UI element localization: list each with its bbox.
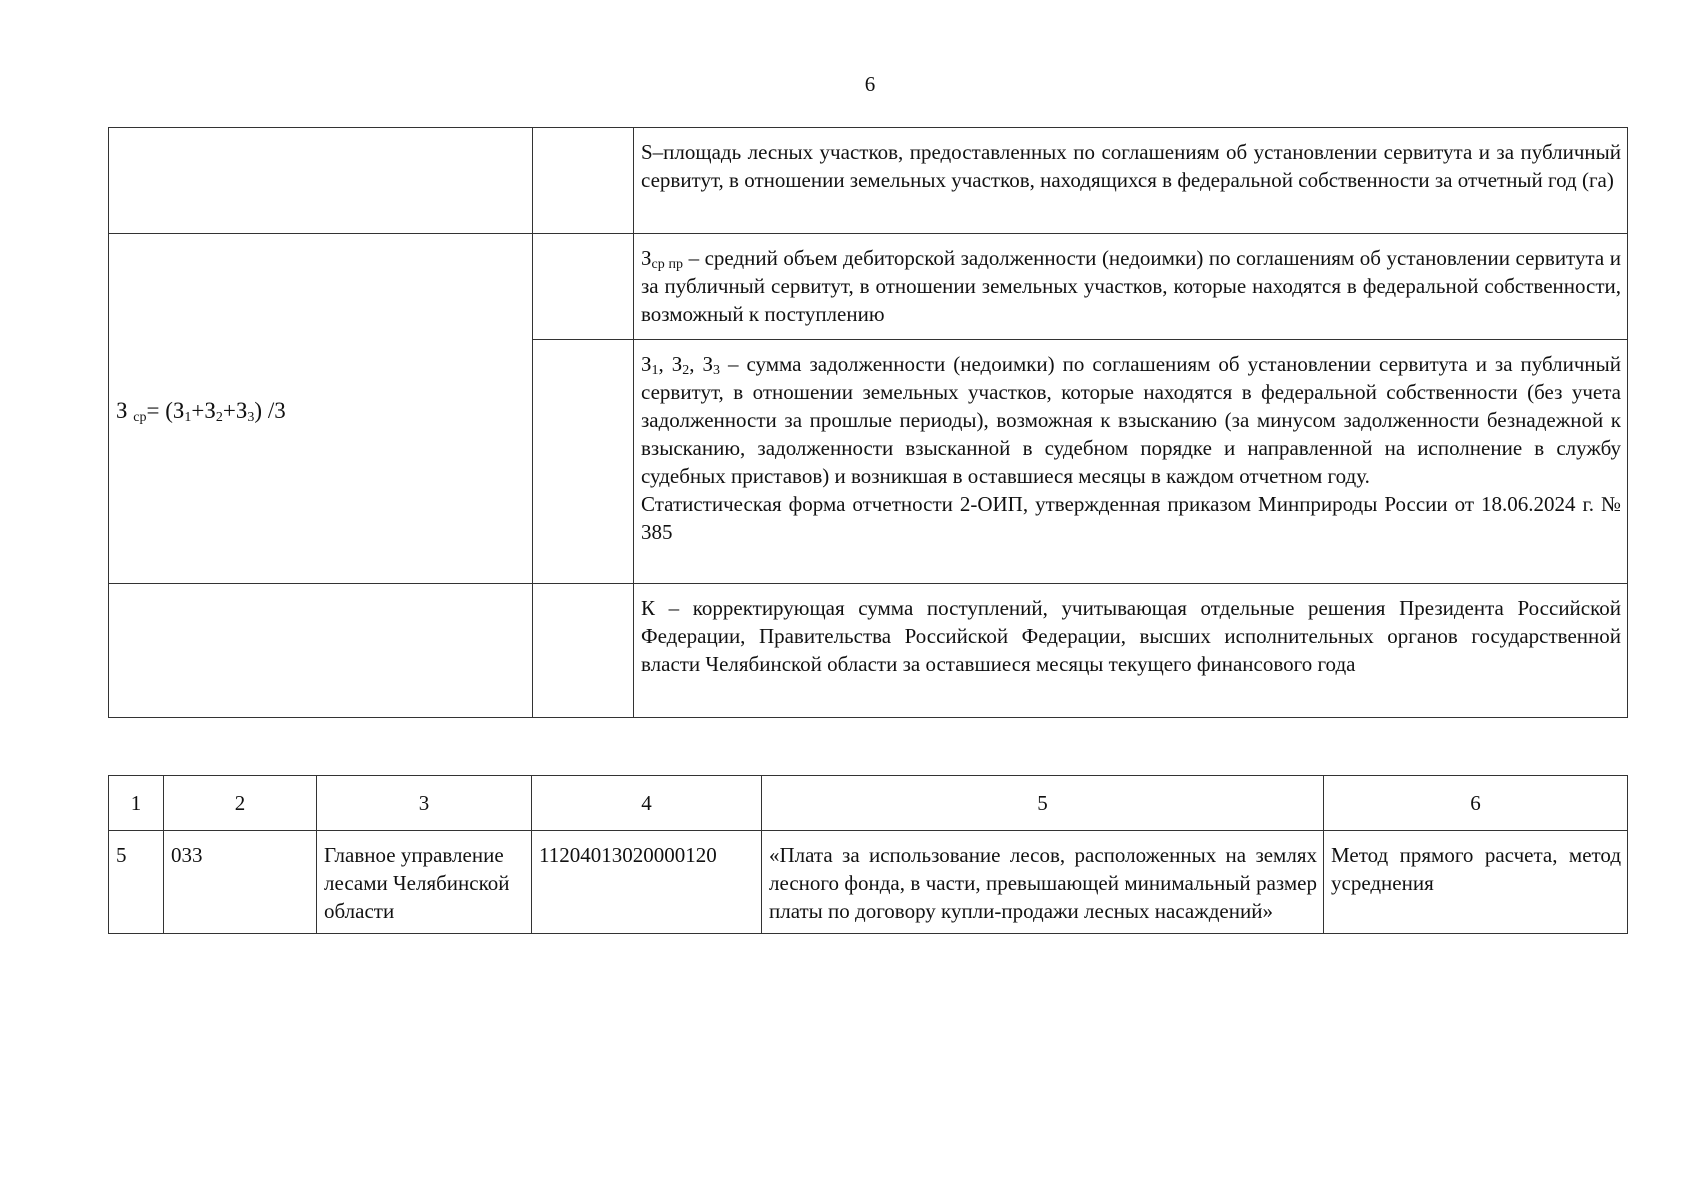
column-header: 2: [164, 776, 317, 831]
formula-cell-empty: [109, 584, 533, 718]
column-header: 6: [1324, 776, 1628, 831]
spacer-cell: [533, 234, 634, 340]
spacer-cell: [533, 128, 634, 234]
page-number: 6: [864, 72, 876, 96]
description-z1-z2-z3: $З_1$, $З_2$, $З_3$ – сумма задолженности (недоимки) по соглашениям об установлении сервитута и за публичный сервитут, в отношении земельных участков, которые находятся в федеральной собственности (без учета задолженности за прошлые периоды), возможная к взысканию (за минусом задолженности безнадежной к взысканию, задолженности взысканной в судебном порядке и направленной на исполнение в службу судебных приставов) и возникшая в оставшиеся месяцы в каждом отчетном году. Статистическая форма отчетности 2-ОИП, утвержденная приказом Минприроды России от 18.06.2024 г. № 385: [634, 340, 1628, 584]
formula-z-average: З $_{ср}= (З_1+З_2+З_3)$ /3: [109, 234, 533, 584]
row-number: 5: [109, 831, 164, 934]
table-row: [109, 128, 1628, 234]
column-header: 3: [317, 776, 532, 831]
description-z-sr-pr: $З_{ср пр}$ – средний объем дебиторской задолженности (недоимки) по соглашениям об установлении сервитута и за публичный сервитут, в отношении земельных участков, которые находятся в федеральной собственности, возможный к поступлению: [634, 234, 1628, 340]
table-row: [109, 584, 1628, 718]
administrator-name: Главное управление лесами Челябинской области: [317, 831, 532, 934]
revenue-code: 11204013020000120: [532, 831, 762, 934]
calculation-method: Метод прямого расчета, метод усреднения: [1324, 831, 1628, 934]
description-s-area: S–площадь лесных участков, предоставленных по соглашениям об установлении сервитута и за публичный сервитут, в отношении земельных участков, находящихся в федеральной собственности за отчетный год (га): [634, 128, 1628, 234]
description-k-correction: К – корректирующая сумма поступлений, учитывающая отдельные решения Президента Российской Федерации, Правительства Российской Федерации, высших исполнительных органов государственной власти Челябинской области за оставшиеся месяцы текущего финансового года: [634, 584, 1628, 718]
column-header: 4: [532, 776, 762, 831]
formula-table: [108, 127, 1628, 718]
admin-code: 033: [164, 831, 317, 934]
table-row: [109, 831, 1628, 934]
table-header-row: [109, 776, 1628, 831]
spacer-cell: [533, 584, 634, 718]
table-row: [109, 234, 1628, 340]
revenue-name: «Плата за использование лесов, расположенных на землях лесного фонда, в части, превышающей минимальный размер платы по договору купли-продажи лесных насаждений»: [762, 831, 1324, 934]
spacer-cell: [533, 340, 634, 584]
formula-cell-empty: [109, 128, 533, 234]
column-header: 1: [109, 776, 164, 831]
statistical-form-source: Статистическая форма отчетности 2-ОИП, утвержденная приказом Минприроды России от 18.06.2024 г. № 385: [641, 492, 1621, 544]
column-header: 5: [762, 776, 1324, 831]
revenue-table: [108, 775, 1628, 934]
